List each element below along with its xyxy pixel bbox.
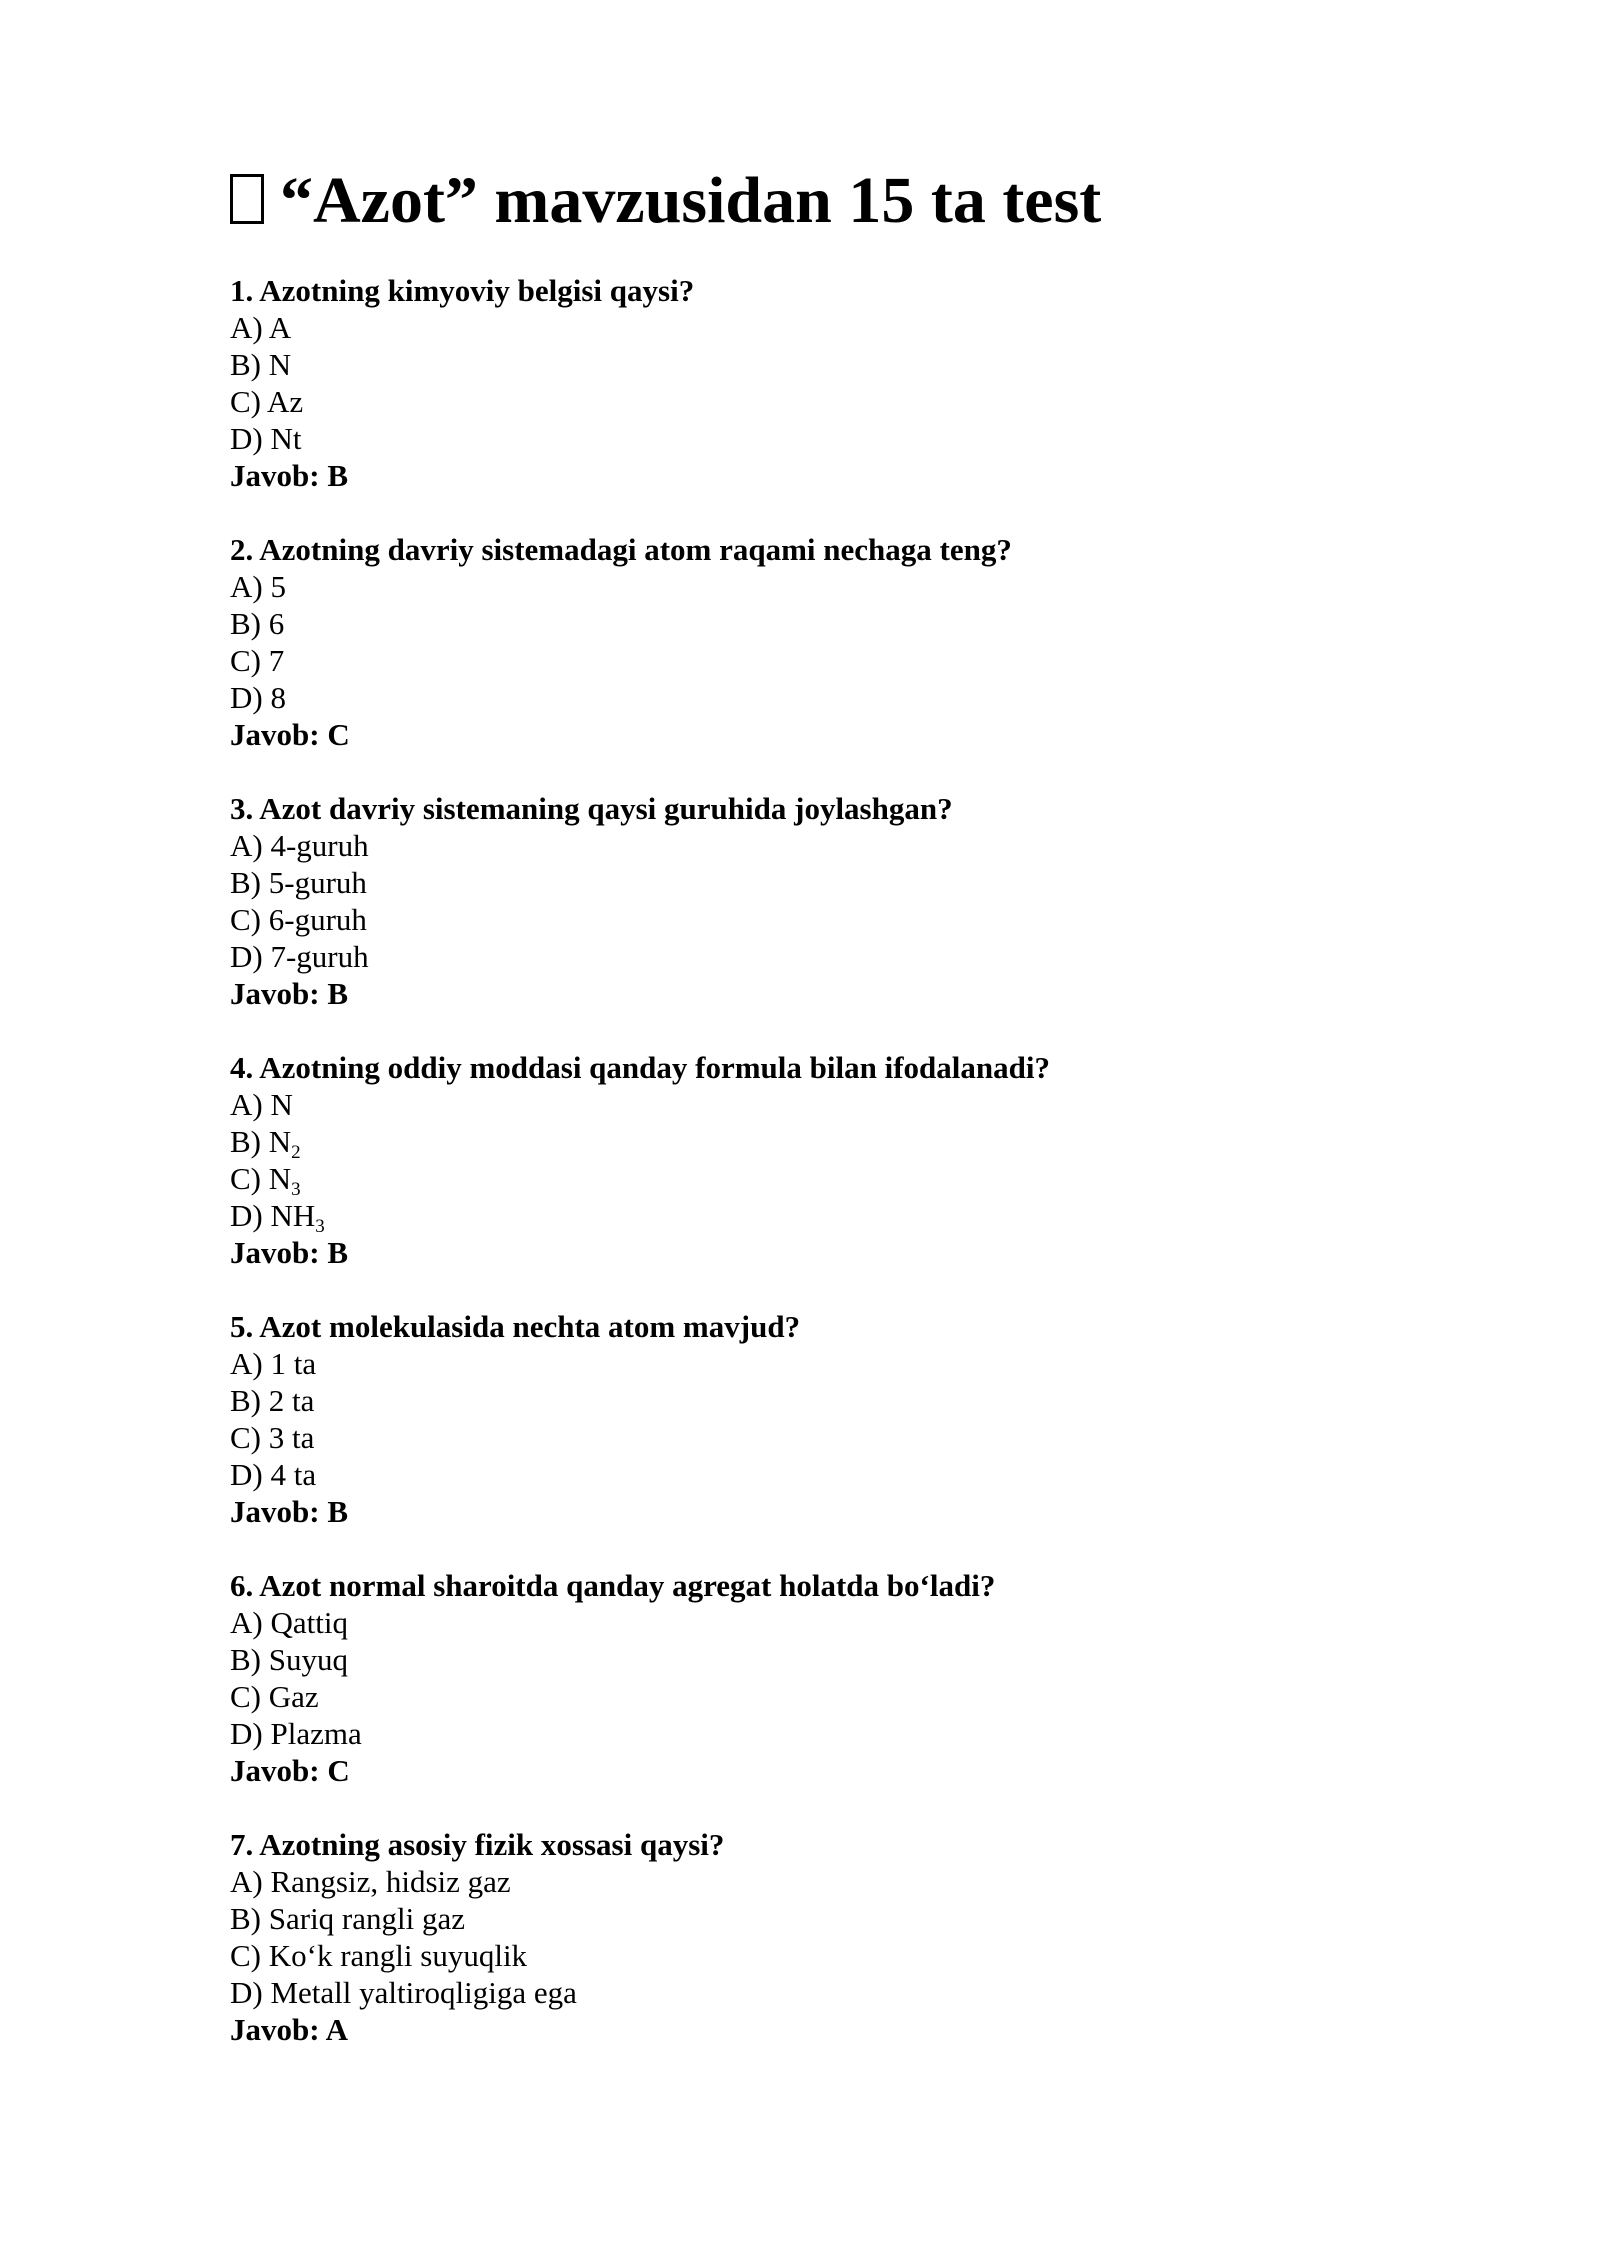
option-text: Az <box>267 384 304 419</box>
answer-option <box>230 679 1430 716</box>
answer-option <box>230 901 1430 938</box>
option-text: N <box>268 347 292 382</box>
option-subscript: 3 <box>291 1179 301 1200</box>
answer-option <box>230 827 1430 864</box>
option-text: 5 <box>270 569 286 604</box>
option-label: D) <box>230 1198 271 1233</box>
question-block <box>230 790 1430 1012</box>
answer-key: Javob: C <box>230 717 350 752</box>
option-label: A) <box>230 1346 271 1381</box>
answer-option <box>230 420 1430 457</box>
answer-option <box>230 605 1430 642</box>
question-text: 5. Azot molekulasida nechta atom mavjud? <box>230 1309 801 1344</box>
option-text: 7 <box>268 643 285 678</box>
option-label: B) <box>230 1124 269 1159</box>
question-text: 3. Azot davriy sistemaning qaysi guruhida joylashgan? <box>230 791 953 826</box>
option-label: C) <box>230 1420 269 1455</box>
option-text: N <box>268 1124 292 1159</box>
option-text: 4 ta <box>270 1457 317 1492</box>
question-block <box>230 1826 1430 2048</box>
question-block <box>230 1049 1430 1271</box>
option-text: NH <box>270 1198 316 1233</box>
option-label: D) <box>230 421 271 456</box>
answer-key: Javob: B <box>230 1235 348 1270</box>
answer-option <box>230 346 1430 383</box>
option-label: B) <box>230 606 269 641</box>
option-label: C) <box>230 643 269 678</box>
option-label: A) <box>230 828 271 863</box>
option-text: 7-guruh <box>270 939 369 974</box>
option-text: N <box>268 1161 292 1196</box>
option-text: 2 ta <box>268 1383 315 1418</box>
question-text: 7. Azotning asosiy fizik xossasi qaysi? <box>230 1827 725 1862</box>
option-text: Sariq rangli gaz <box>268 1901 466 1936</box>
option-text: N <box>270 1087 293 1122</box>
option-text: 6-guruh <box>268 902 367 937</box>
question-text: 6. Azot normal sharoitda qanday agregat holatda boʻladi? <box>230 1568 996 1603</box>
option-text: Rangsiz, hidsiz gaz <box>270 1864 511 1899</box>
option-text: Plazma <box>270 1716 362 1751</box>
option-text: 5-guruh <box>268 865 367 900</box>
answer-option <box>230 1123 1430 1163</box>
answer-option <box>230 1419 1430 1456</box>
answer-option <box>230 1641 1430 1678</box>
option-label: C) <box>230 1161 269 1196</box>
answer-option <box>230 1382 1430 1419</box>
option-text: 1 ta <box>270 1346 317 1381</box>
answer-option <box>230 1863 1430 1900</box>
answer-key: Javob: B <box>230 976 348 1011</box>
answer-option <box>230 938 1430 975</box>
question-block <box>230 1308 1430 1530</box>
option-label: D) <box>230 1975 271 2010</box>
question-text: 4. Azotning oddiy moddasi qanday formula bilan ifodalanadi? <box>230 1050 1051 1085</box>
missing-glyph-icon <box>230 174 264 224</box>
option-text: 3 ta <box>268 1420 315 1455</box>
option-text: 8 <box>270 680 286 715</box>
answer-option <box>230 1937 1430 1974</box>
answer-option <box>230 1086 1430 1123</box>
answer-key: Javob: B <box>230 458 348 493</box>
option-label: D) <box>230 1716 271 1751</box>
question-block <box>230 531 1430 753</box>
answer-option <box>230 1900 1430 1937</box>
answer-option <box>230 642 1430 679</box>
answer-option <box>230 1604 1430 1641</box>
option-text: Qattiq <box>270 1605 348 1640</box>
option-label: A) <box>230 1087 271 1122</box>
option-label: B) <box>230 865 269 900</box>
option-label: B) <box>230 347 269 382</box>
answer-option <box>230 1974 1430 2011</box>
option-text: Koʻk rangli suyuqlik <box>268 1938 528 1973</box>
option-label: A) <box>230 310 269 345</box>
answer-option <box>230 383 1430 420</box>
option-label: A) <box>230 1605 271 1640</box>
option-label: C) <box>230 1679 269 1714</box>
option-text: A <box>268 310 292 345</box>
option-label: C) <box>230 384 268 419</box>
question-text: 1. Azotning kimyoviy belgisi qaysi? <box>230 273 695 308</box>
option-label: C) <box>230 902 269 937</box>
answer-option <box>230 1715 1430 1752</box>
answer-option <box>230 1456 1430 1493</box>
answer-option <box>230 864 1430 901</box>
option-text: Gaz <box>268 1679 319 1714</box>
option-label: D) <box>230 939 271 974</box>
answer-option <box>230 1160 1430 1200</box>
answer-option <box>230 568 1430 605</box>
option-text: 4-guruh <box>270 828 369 863</box>
document-title-text: “Azot” mavzusidan 15 ta test <box>280 164 1102 237</box>
option-label: B) <box>230 1383 269 1418</box>
answer-option <box>230 1678 1430 1715</box>
option-label: C) <box>230 1938 269 1973</box>
question-block <box>230 272 1430 494</box>
answer-option <box>230 1197 1430 1237</box>
option-label: A) <box>230 569 271 604</box>
answer-option <box>230 1345 1430 1382</box>
option-label: A) <box>230 1864 271 1899</box>
document-content <box>230 160 1430 2085</box>
option-label: B) <box>230 1642 269 1677</box>
option-subscript: 2 <box>291 1142 301 1163</box>
option-text: 6 <box>268 606 285 641</box>
question-block <box>230 1567 1430 1789</box>
answer-option <box>230 309 1430 346</box>
option-text: Metall yaltiroqligiga ega <box>270 1975 577 2010</box>
option-label: D) <box>230 680 271 715</box>
option-text: Nt <box>270 421 302 456</box>
option-label: D) <box>230 1457 271 1492</box>
answer-key: Javob: A <box>230 2012 348 2047</box>
question-text: 2. Azotning davriy sistemadagi atom raqami nechaga teng? <box>230 532 1012 567</box>
answer-key: Javob: C <box>230 1753 350 1788</box>
answer-key: Javob: B <box>230 1494 348 1529</box>
document-title <box>230 160 1430 242</box>
question-list <box>230 272 1430 2048</box>
option-subscript: 3 <box>315 1216 325 1237</box>
option-label: B) <box>230 1901 269 1936</box>
option-text: Suyuq <box>268 1642 348 1677</box>
